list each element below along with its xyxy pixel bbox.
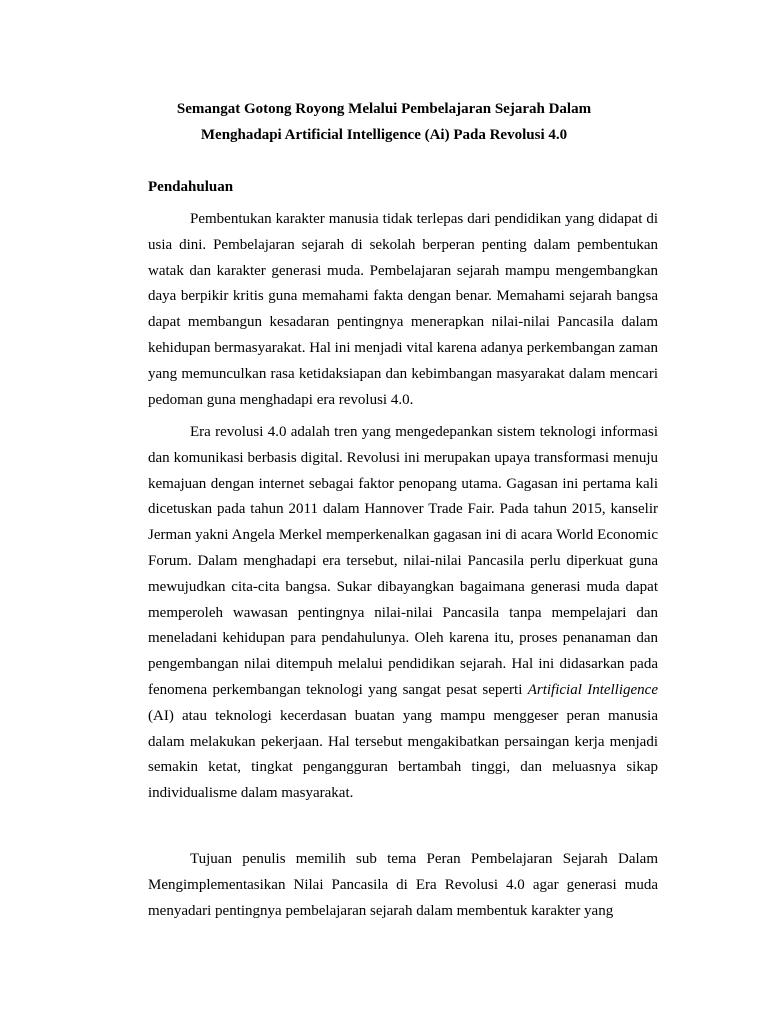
paragraph-2-text-before: Era revolusi 4.0 adalah tren yang mengedepankan sistem teknologi informasi dan komunikasi berbasis digital. Revolusi ini merupakan upaya transformasi menuju kemajuan dengan internet sebagai faktor penopang utama. Gagasan ini pertama kali dicetuskan pada tahun 2011 dalam Hannover Trade Fair. Pada tahun 2015, kanselir Jerman yakni Angela Merkel memperkenalkan gagasan ini di acara World Economic Forum. Dalam menghadapi era tersebut, nilai-nilai Pancasila perlu diperkuat guna mewujudkan cita-cita bangsa. Sukar dibayangkan bagaimana generasi muda dapat memperoleh wawasan pentingnya nilai-nilai Pancasila tanpa mempelajari dan meneladani kehidupan para pendahulunya. Oleh karena itu, proses penanaman dan pengembangan nilai ditempuh melalui pendidikan sejarah. Hal ini didasarkan pada fenomena perkembangan teknologi yang sangat pesat seperti bbox=[148, 424, 658, 698]
document-title-line-1: Semangat Gotong Royong Melalui Pembelajaran Sejarah Dalam bbox=[176, 101, 592, 117]
section-heading: Pendahuluan bbox=[148, 179, 234, 195]
paragraph-2 bbox=[148, 420, 658, 807]
paragraph-2-italic-term: Artificial Intelligence bbox=[527, 681, 658, 698]
paragraph-2-text-after: (AI) atau teknologi kecerdasan buatan yang mampu menggeser peran manusia dalam melakukan pekerjaan. Hal tersebut mengakibatkan persaingan kerja menjadi semakin ketat, tingkat pengangguran bertambah tinggi, dan meluasnya sikap individualisme dalam masyarakat. bbox=[148, 707, 658, 802]
paragraph-3: Tujuan penulis memilih sub tema Peran Pembelajaran Sejarah Dalam Mengimplementasikan Nilai Pancasila di Era Revolusi 4.0 agar generasi muda menyadari pentingnya pembelajaran sejarah dalam membentuk karakter yang bbox=[148, 851, 658, 919]
document-title-line-2: Menghadapi Artificial Intelligence (Ai) Pada Revolusi 4.0 bbox=[200, 127, 568, 143]
paragraph-1: Pembentukan karakter manusia tidak terlepas dari pendidikan yang didapat di usia dini. Pembelajaran sejarah di sekolah berperan penting dalam pembentukan watak dan karakter generasi muda. Pembelajaran sejarah mampu mengembangkan daya berpikir kritis guna memahami fakta dengan benar. Memahami sejarah bangsa dapat membangun kesadaran pentingnya menerapkan nilai-nilai Pancasila dalam kehidupan bermasyarakat. Hal ini menjadi vital karena adanya perkembangan zaman yang memunculkan rasa ketidaksiapan dan kebimbangan masyarakat dalam mencari pedoman guna menghadapi era revolusi 4.0. bbox=[148, 211, 658, 408]
